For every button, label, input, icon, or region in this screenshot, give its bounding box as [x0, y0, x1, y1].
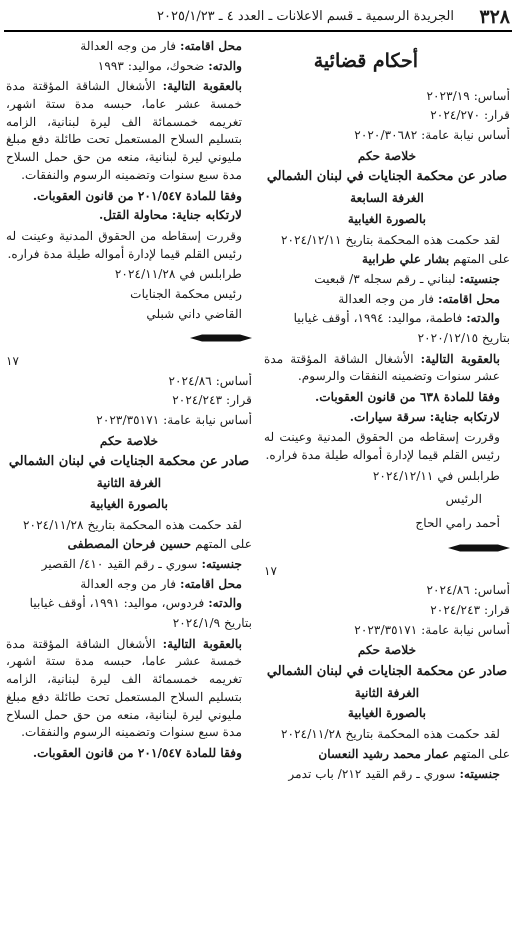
ruling-line: لقد حكمت هذه المحكمة بتاريخ ٢٠٢٤/١٢/١١ — [281, 232, 500, 247]
signatory-role: رئيس محكمة الجنايات — [130, 286, 242, 301]
court-heading: صادر عن محكمة الجنايات في لبنان الشمالي — [8, 454, 250, 470]
right-column — [264, 36, 510, 785]
mother-label: والدته: — [466, 311, 500, 326]
case-prosecution: أساس نيابة عامة: ٢٠٢٠/٣٠٦٨٢ — [354, 127, 510, 142]
mother-line — [6, 595, 252, 613]
mode-heading: بالصورة الغيابية — [89, 496, 169, 511]
chamber-heading: الغرفة السابعة — [350, 191, 424, 206]
chamber-heading: الغرفة الثانية — [96, 476, 162, 491]
residence-line — [6, 576, 252, 594]
section-title: أحكام قضائية — [313, 50, 418, 72]
case-basis: أساس: ٢٠٢٤/٨٦ — [426, 583, 510, 598]
mother-line — [264, 310, 510, 328]
nationality-line — [264, 766, 510, 784]
summary-heading: خلاصة حكم — [357, 643, 417, 658]
nationality-line — [264, 271, 510, 289]
ruling-line: لقد حكمت هذه المحكمة بتاريخ ٢٠٢٤/١١/٢٨ — [23, 517, 242, 532]
page-header — [0, 0, 516, 30]
mother-value: فاطمة، مواليد: ١٩٩٤، أوقف غيابيا — [293, 311, 463, 326]
case-prosecution: أساس نيابة عامة: ٢٠٢٣/٣٥١٧١ — [354, 622, 510, 637]
penalty-value: الأشغال الشاقة المؤقتة مدة خمسة عشر عاما، حبسه مدة ستة اشهر، تغريمه خمسمائة الف ليرة لبنانية، الزامه بتسليم السلاح المستعمل تحت طائلة دفع مبلغ مليوني ليرة لبنانية، منعه من حق حمل السلاح مدة سبع سنوات وتضمينه الرسوم والنفقات. — [6, 79, 242, 182]
chamber-heading: الغرفة الثانية — [354, 685, 420, 700]
residence-label: محل اقامته: — [179, 576, 242, 591]
mother-value: فردوس، مواليد: ١٩٩١، أوقف غيابيا — [29, 596, 205, 611]
court-heading: صادر عن محكمة الجنايات في لبنان الشمالي — [266, 169, 508, 185]
defendant-line — [264, 251, 510, 269]
section-separator — [190, 333, 252, 343]
nationality-value: سوري ـ رقم القيد ٤١٠/ القصير — [41, 557, 198, 572]
nationality-label: جنسيته: — [201, 557, 242, 572]
crime-line — [6, 207, 252, 225]
crime-label: لارتكابه جناية: — [171, 208, 242, 223]
residence-value: فار من وجه العدالة — [338, 291, 435, 306]
left-column — [6, 36, 252, 765]
case-decision: قرار: ٢٠٢٤/٢٤٣ — [430, 602, 510, 617]
article-line: وفقا للمادة ٦٣٨ من قانون العقوبات. — [314, 390, 500, 405]
summary-heading: خلاصة حكم — [99, 433, 159, 448]
penalty-paragraph — [264, 351, 510, 386]
case-basis: أساس: ٢٠٢٣/١٩ — [426, 88, 510, 103]
nationality-label: جنسيته: — [459, 271, 500, 286]
mother-line — [6, 58, 252, 76]
defendant-prefix: على المتهم — [453, 252, 510, 267]
defendant-name: حسين فرحان المصطفى — [67, 537, 192, 552]
section-separator — [448, 543, 510, 553]
court-heading: صادر عن محكمة الجنايات في لبنان الشمالي — [266, 663, 508, 679]
residence-label: محل اقامته: — [437, 291, 500, 306]
rights-paragraph: وقررت إسقاطه من الحقوق المدنية وعينت له رئيس القلم قيما لإدارة أمواله طيلة مدة فراره. — [6, 228, 242, 261]
case-prosecution: أساس نيابة عامة: ٢٠٢٣/٣٥١٧١ — [96, 413, 252, 428]
defendant-name: عمار محمد رشيد النعسان — [318, 746, 450, 761]
summary-heading: خلاصة حكم — [357, 148, 417, 163]
place-date: طرابلس في ٢٠٢٤/١٢/١١ — [372, 468, 500, 483]
case-decision: قرار: ٢٠٢٤/٢٧٠ — [430, 108, 510, 123]
article-line: وفقا للمادة ٢٠١/٥٤٧ من قانون العقوبات. — [32, 188, 242, 203]
penalty-value: الأشغال الشاقة المؤقتة مدة عشر سنوات وتضمينه النفقات والرسوم. — [264, 351, 500, 384]
signatory-name: القاضي داني شبلي — [146, 306, 242, 321]
nationality-value: سوري ـ رقم القيد ٢١٢/ باب تدمر — [288, 766, 456, 781]
crime-value: سرقة سيارات. — [349, 409, 426, 424]
signatory-name: أحمد رامي الحاج — [415, 516, 500, 531]
entry-number: ١٧ — [264, 563, 278, 578]
residence-value: فار من وجه العدالة — [80, 39, 177, 53]
crime-label: لارتكابه جناية: — [429, 409, 500, 424]
mother-line-2: بتاريخ ٢٠٢٤/١/٩ — [172, 616, 252, 631]
mother-label: والدته: — [208, 596, 242, 611]
article-line: وفقا للمادة ٢٠١/٥٤٧ من قانون العقوبات. — [32, 745, 242, 760]
residence-label: محل اقامته: — [179, 39, 242, 53]
mode-heading: بالصورة الغيابية — [347, 706, 427, 721]
nationality-line — [6, 556, 252, 574]
mode-heading: بالصورة الغيابية — [347, 211, 427, 226]
entry-number: ١٧ — [6, 354, 20, 368]
case-decision: قرار: ٢٠٢٤/٢٤٣ — [172, 393, 252, 408]
penalty-label: بالعقوبة التالية: — [162, 636, 242, 651]
case-basis: أساس: ٢٠٢٤/٨٦ — [168, 373, 252, 388]
page-number: ٣٢٨ — [479, 6, 510, 28]
mother-label: والدته: — [208, 58, 242, 73]
signatory-role: الرئيس — [445, 492, 482, 507]
residence-value: فار من وجه العدالة — [80, 576, 177, 591]
defendant-name: بشار علي طرابية — [361, 252, 450, 267]
nationality-label: جنسيته: — [459, 766, 500, 781]
defendant-prefix: على المتهم — [195, 537, 252, 552]
header-rule — [4, 30, 512, 32]
penalty-paragraph — [6, 636, 252, 742]
nationality-value: لبناني ـ رقم سجله ٣/ قبعيت — [314, 271, 456, 286]
residence-line — [6, 38, 252, 56]
gazette-title: الجريدة الرسمية ـ قسم الاعلانات ـ العدد ٤ ـ ٢٠٢٥/١/٢٣ — [157, 9, 454, 24]
crime-line — [264, 409, 510, 427]
defendant-line — [264, 746, 510, 764]
rights-paragraph: وقررت إسقاطه من الحقوق المدنية وعينت له رئيس القلم قيما لإدارة أمواله طيلة مدة فراره. — [264, 430, 500, 463]
mother-line-2: بتاريخ ٢٠٢٠/١٢/١٥ — [417, 330, 510, 345]
penalty-paragraph — [6, 78, 252, 184]
residence-line — [264, 291, 510, 309]
mother-value: ضحوك، مواليد: ١٩٩٣ — [97, 58, 205, 73]
penalty-label: بالعقوبة التالية: — [420, 351, 500, 366]
ruling-line: لقد حكمت هذه المحكمة بتاريخ ٢٠٢٤/١١/٢٨ — [281, 727, 500, 742]
place-date: طرابلس في ٢٠٢٤/١١/٢٨ — [114, 267, 242, 282]
penalty-label: بالعقوبة التالية: — [162, 79, 242, 94]
defendant-line — [6, 536, 252, 554]
crime-value: محاولة القتل. — [99, 208, 168, 223]
penalty-value: الأشغال الشاقة المؤقتة مدة خمسة عشر عاما، حبسه مدة ستة اشهر، تغريمه خمسمائة الف ليرة لبنانية، الزامه بتسليم السلاح المستعمل تحت طائلة دفع مبلغ مليوني ليرة لبنانية، منعه من حق حمل السلاح مدة سبع سنوات وتضمينه الرسوم والنفقات. — [6, 636, 242, 740]
defendant-prefix: على المتهم — [453, 746, 510, 761]
